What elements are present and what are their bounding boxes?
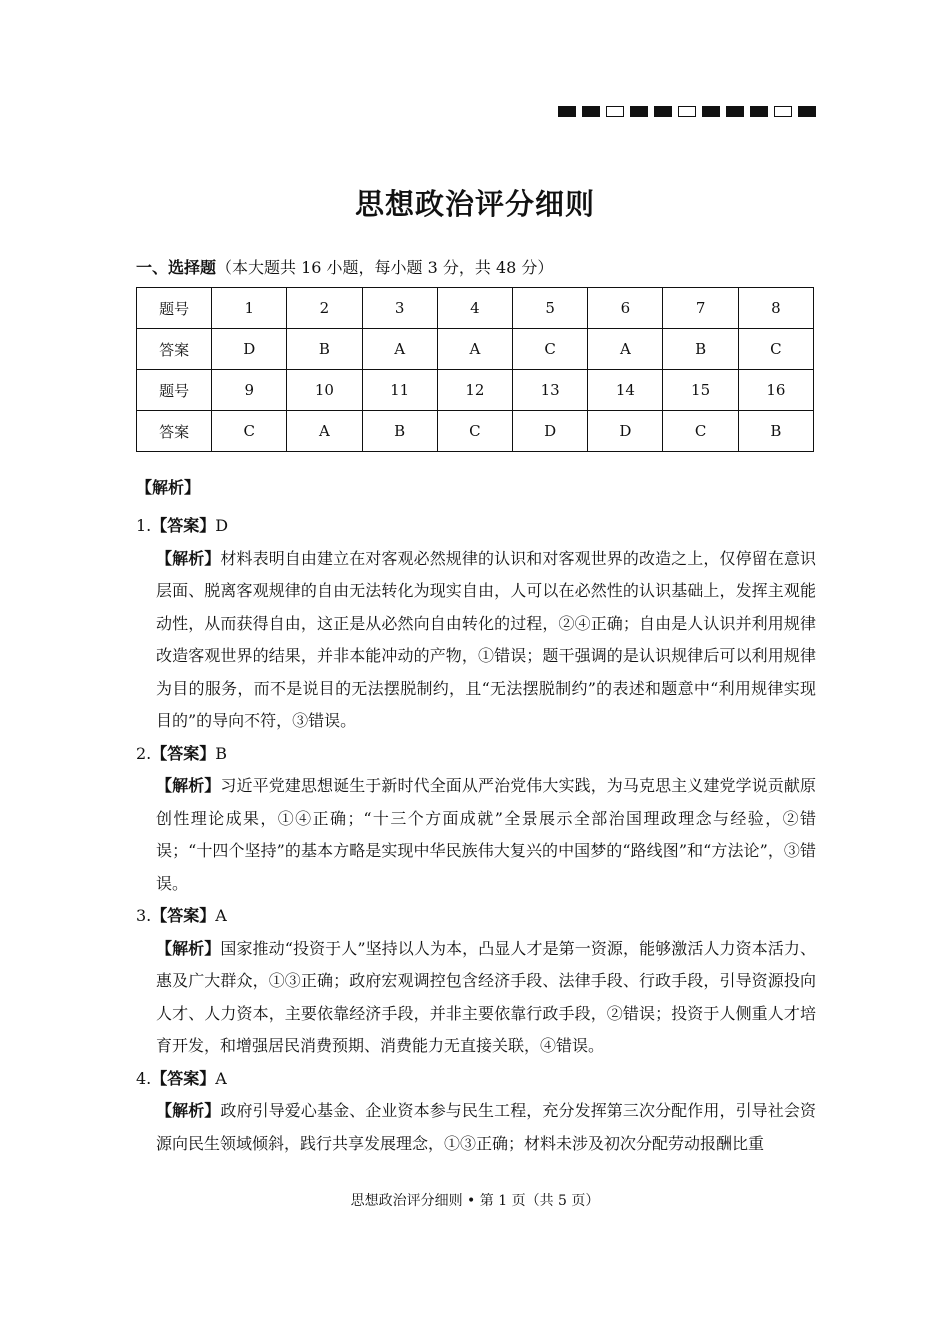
analysis-heading: 【解析】 [136,478,201,497]
answer-label: 【答案】 [151,1068,216,1088]
table-cell: 4 [437,288,512,329]
explanation-text: 材料表明自由建立在对客观必然规律的认识和对客观世界的改造之上，仅停留在意识层面、脱离客观规律的自由无法转化为现实自由，人可以在必然性的认识基础上，发挥主观能动性，从而获得自由，这正是从必然向自由转化的过程，②④正确；自由是人认识并利用规律改造客观世界的结果，并非本能冲动的产物，①错误；题干强调的是认识规律后可以利用规律为目的服务，而不是说目的无法摆脱制约，且“无法摆脱制约”的表述和题意中“利用规律实现目的”的导向不符，③错误。 [156,548,816,730]
table-cell: 题号 [137,288,212,329]
answer-label: 【答案】 [151,906,216,925]
list-item [136,900,816,1063]
hollow-square-icon [678,106,696,117]
list-item [136,738,816,901]
filled-square-icon [726,106,744,117]
table-row [137,329,814,370]
analysis-list [136,510,816,1160]
explanation-text: 政府引导爱心基金、企业资本参与民生工程，充分发挥第三次分配作用，引导社会资源向民生领域倾斜，践行共享发展理念，①③正确；材料未涉及初次分配劳动报酬比重 [156,1101,816,1153]
table-cell: 答案 [137,329,212,370]
item-answer [136,900,816,933]
table-cell: 2 [287,288,362,329]
explanation-text: 习近平党建思想诞生于新时代全面从严治党伟大实践，为马克思主义建党学说贡献原创性理论成果，①④正确；“十三个方面成就”全景展示全部治国理政理念与经验，②错误；“十四个坚持”的基本方略是实现中华民族伟大复兴的中国梦的“路线图”和“方法论”，③错误。 [156,776,816,893]
table-cell: B [738,411,813,452]
explanation-text: 国家推动“投资于人”坚持以人为本，凸显人才是第一资源，能够激活人力资本活力、惠及广大群众，①③正确；政府宏观调控包含经济手段、法律手段、行政手段，引导资源投向人才、人力资本，主要依靠经济手段，并非主要依靠行政手段，②错误；投资于人侧重人才培育开发，和增强居民消费预期、消费能力无直接关联，④错误。 [156,938,816,1055]
item-number: 1. [136,516,152,535]
section-label: 一、选择题 [136,258,217,277]
table-cell: D [588,411,663,452]
table-cell: C [513,329,588,370]
item-answer [136,738,816,771]
answer-value: B [215,743,228,763]
table-cell: A [437,329,512,370]
answer-label: 【答案】 [151,743,216,763]
table-cell: A [287,411,362,452]
item-number: 2. [136,743,152,763]
section-note: （本大题共 16 小题，每小题 3 分，共 48 分） [216,258,554,277]
table-cell: 5 [513,288,588,329]
list-item [136,510,816,738]
table-cell: C [738,329,813,370]
table-cell: 8 [738,288,813,329]
table-cell: D [513,411,588,452]
table-cell: 11 [362,370,437,411]
table-cell: 15 [663,370,738,411]
item-explanation [136,770,816,900]
filled-square-icon [798,106,816,117]
header-marks [558,106,816,117]
table-cell: 13 [513,370,588,411]
filled-square-icon [558,106,576,117]
filled-square-icon [582,106,600,117]
answer-value: A [215,906,227,925]
table-cell: C [663,411,738,452]
item-explanation [136,1095,816,1160]
table-cell: D [212,329,287,370]
item-answer [136,510,816,543]
item-number: 4. [136,1068,152,1088]
table-cell: 9 [212,370,287,411]
answer-label: 【答案】 [151,516,216,535]
table-cell: 16 [738,370,813,411]
answer-table [136,287,814,452]
table-cell: 12 [437,370,512,411]
explanation-label: 【解析】 [156,776,221,795]
table-cell: B [362,411,437,452]
table-cell: B [287,329,362,370]
filled-square-icon [654,106,672,117]
hollow-square-icon [606,106,624,117]
page-title: 思想政治评分细则 [354,187,595,221]
table-cell: 1 [212,288,287,329]
filled-square-icon [702,106,720,117]
table-cell: 7 [663,288,738,329]
list-item [136,1063,816,1161]
table-row [137,411,814,452]
item-number: 3. [136,906,152,925]
item-explanation [136,543,816,738]
table-row [137,288,814,329]
table-cell: A [362,329,437,370]
hollow-square-icon [774,106,792,117]
item-explanation [136,933,816,1063]
table-cell: 14 [588,370,663,411]
explanation-label: 【解析】 [156,548,221,568]
page-footer: 思想政治评分细则 • 第 1 页（共 5 页） [350,1193,600,1209]
answer-value: D [215,516,229,535]
explanation-label: 【解析】 [156,1101,221,1120]
item-answer [136,1063,816,1096]
section-heading [136,255,553,278]
table-cell: 答案 [137,411,212,452]
filled-square-icon [630,106,648,117]
table-cell: 6 [588,288,663,329]
table-cell: 10 [287,370,362,411]
filled-square-icon [750,106,768,117]
table-cell: 3 [362,288,437,329]
table-row [137,370,814,411]
answer-value: A [215,1068,227,1088]
explanation-label: 【解析】 [156,938,221,958]
table-cell: A [588,329,663,370]
table-cell: C [437,411,512,452]
table-cell: 题号 [137,370,212,411]
table-cell: B [663,329,738,370]
table-cell: C [212,411,287,452]
